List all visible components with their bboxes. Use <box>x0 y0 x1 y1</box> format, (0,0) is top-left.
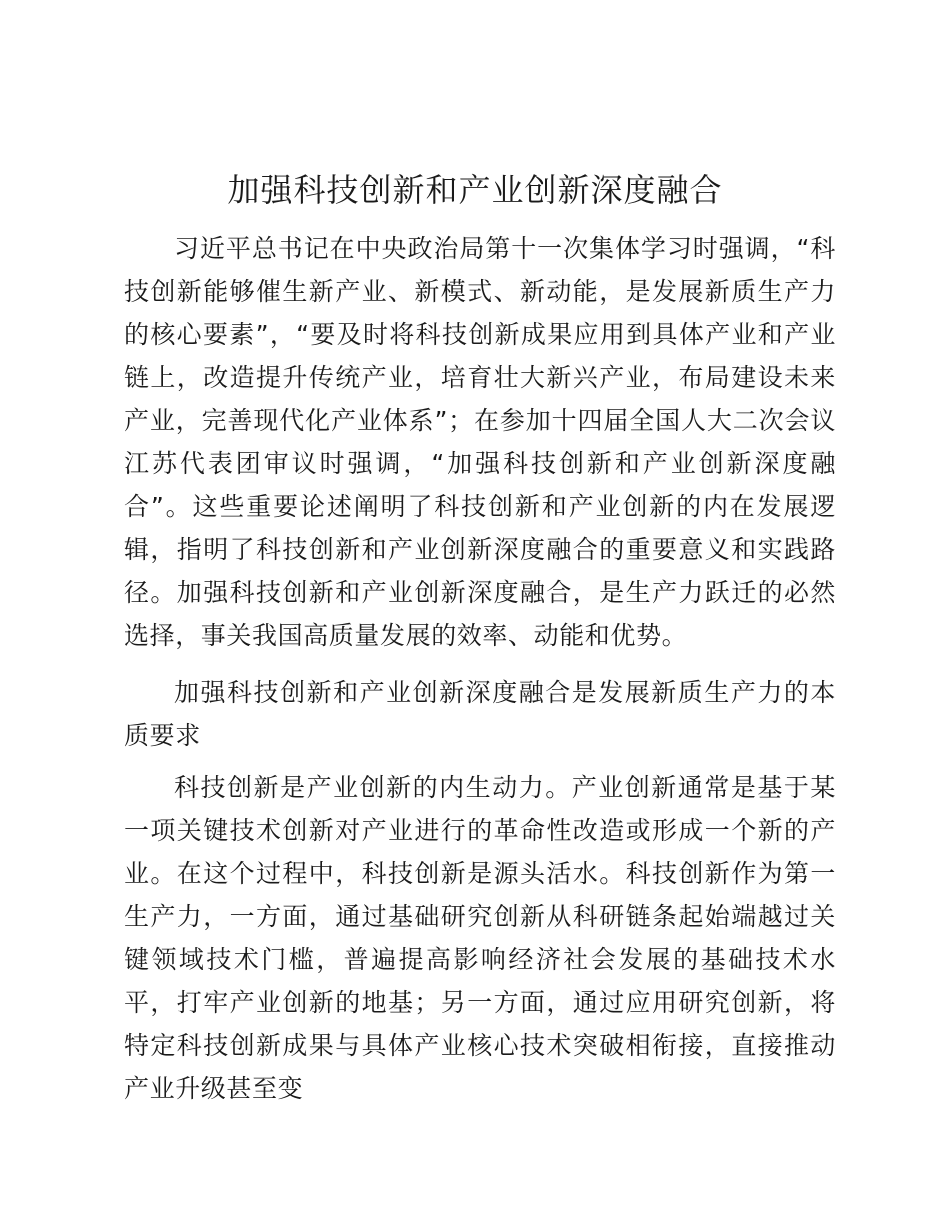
section-heading: 加强科技创新和产业创新深度融合是发展新质生产力的本质要求 <box>124 678 836 750</box>
paragraph-intro: 习近平总书记在中央政治局第十一次集体学习时强调，“科技创新能够催生新产业、新模式、新动能，是发展新质生产力的核心要素”，“要及时将科技创新成果应用到具体产业和产业链上，改造提升传统产业，培育壮大新兴产业，布局建设未来产业，完善现代化产业体系”；在参加十四届全国人大二次会议江苏代表团审议时强调，“加强科技创新和产业创新深度融合”。这些重要论述阐明了科技创新和产业创新的内在发展逻辑，指明了科技创新和产业创新深度融合的重要意义和实践路径。加强科技创新和产业创新深度融合，是生产力跃迁的必然选择，事关我国高质量发展的效率、动能和优势。 <box>124 234 836 650</box>
document-title: 加强科技创新和产业创新深度融合 <box>227 171 723 209</box>
paragraph-body: 科技创新是产业创新的内生动力。产业创新通常是基于某一项关键技术创新对产业进行的革命性改造或形成一个新的产业。在这个过程中，科技创新是源头活水。科技创新作为第一生产力，一方面，通过基础研究创新从科研链条起始端越过关键领域技术门槛，普遍提高影响经济社会发展的基础技术水平，打牢产业创新的地基；另一方面，通过应用研究创新，将特定科技创新成果与具体产业核心技术突破相衔接，直接推动产业升级甚至变 <box>124 773 836 1103</box>
